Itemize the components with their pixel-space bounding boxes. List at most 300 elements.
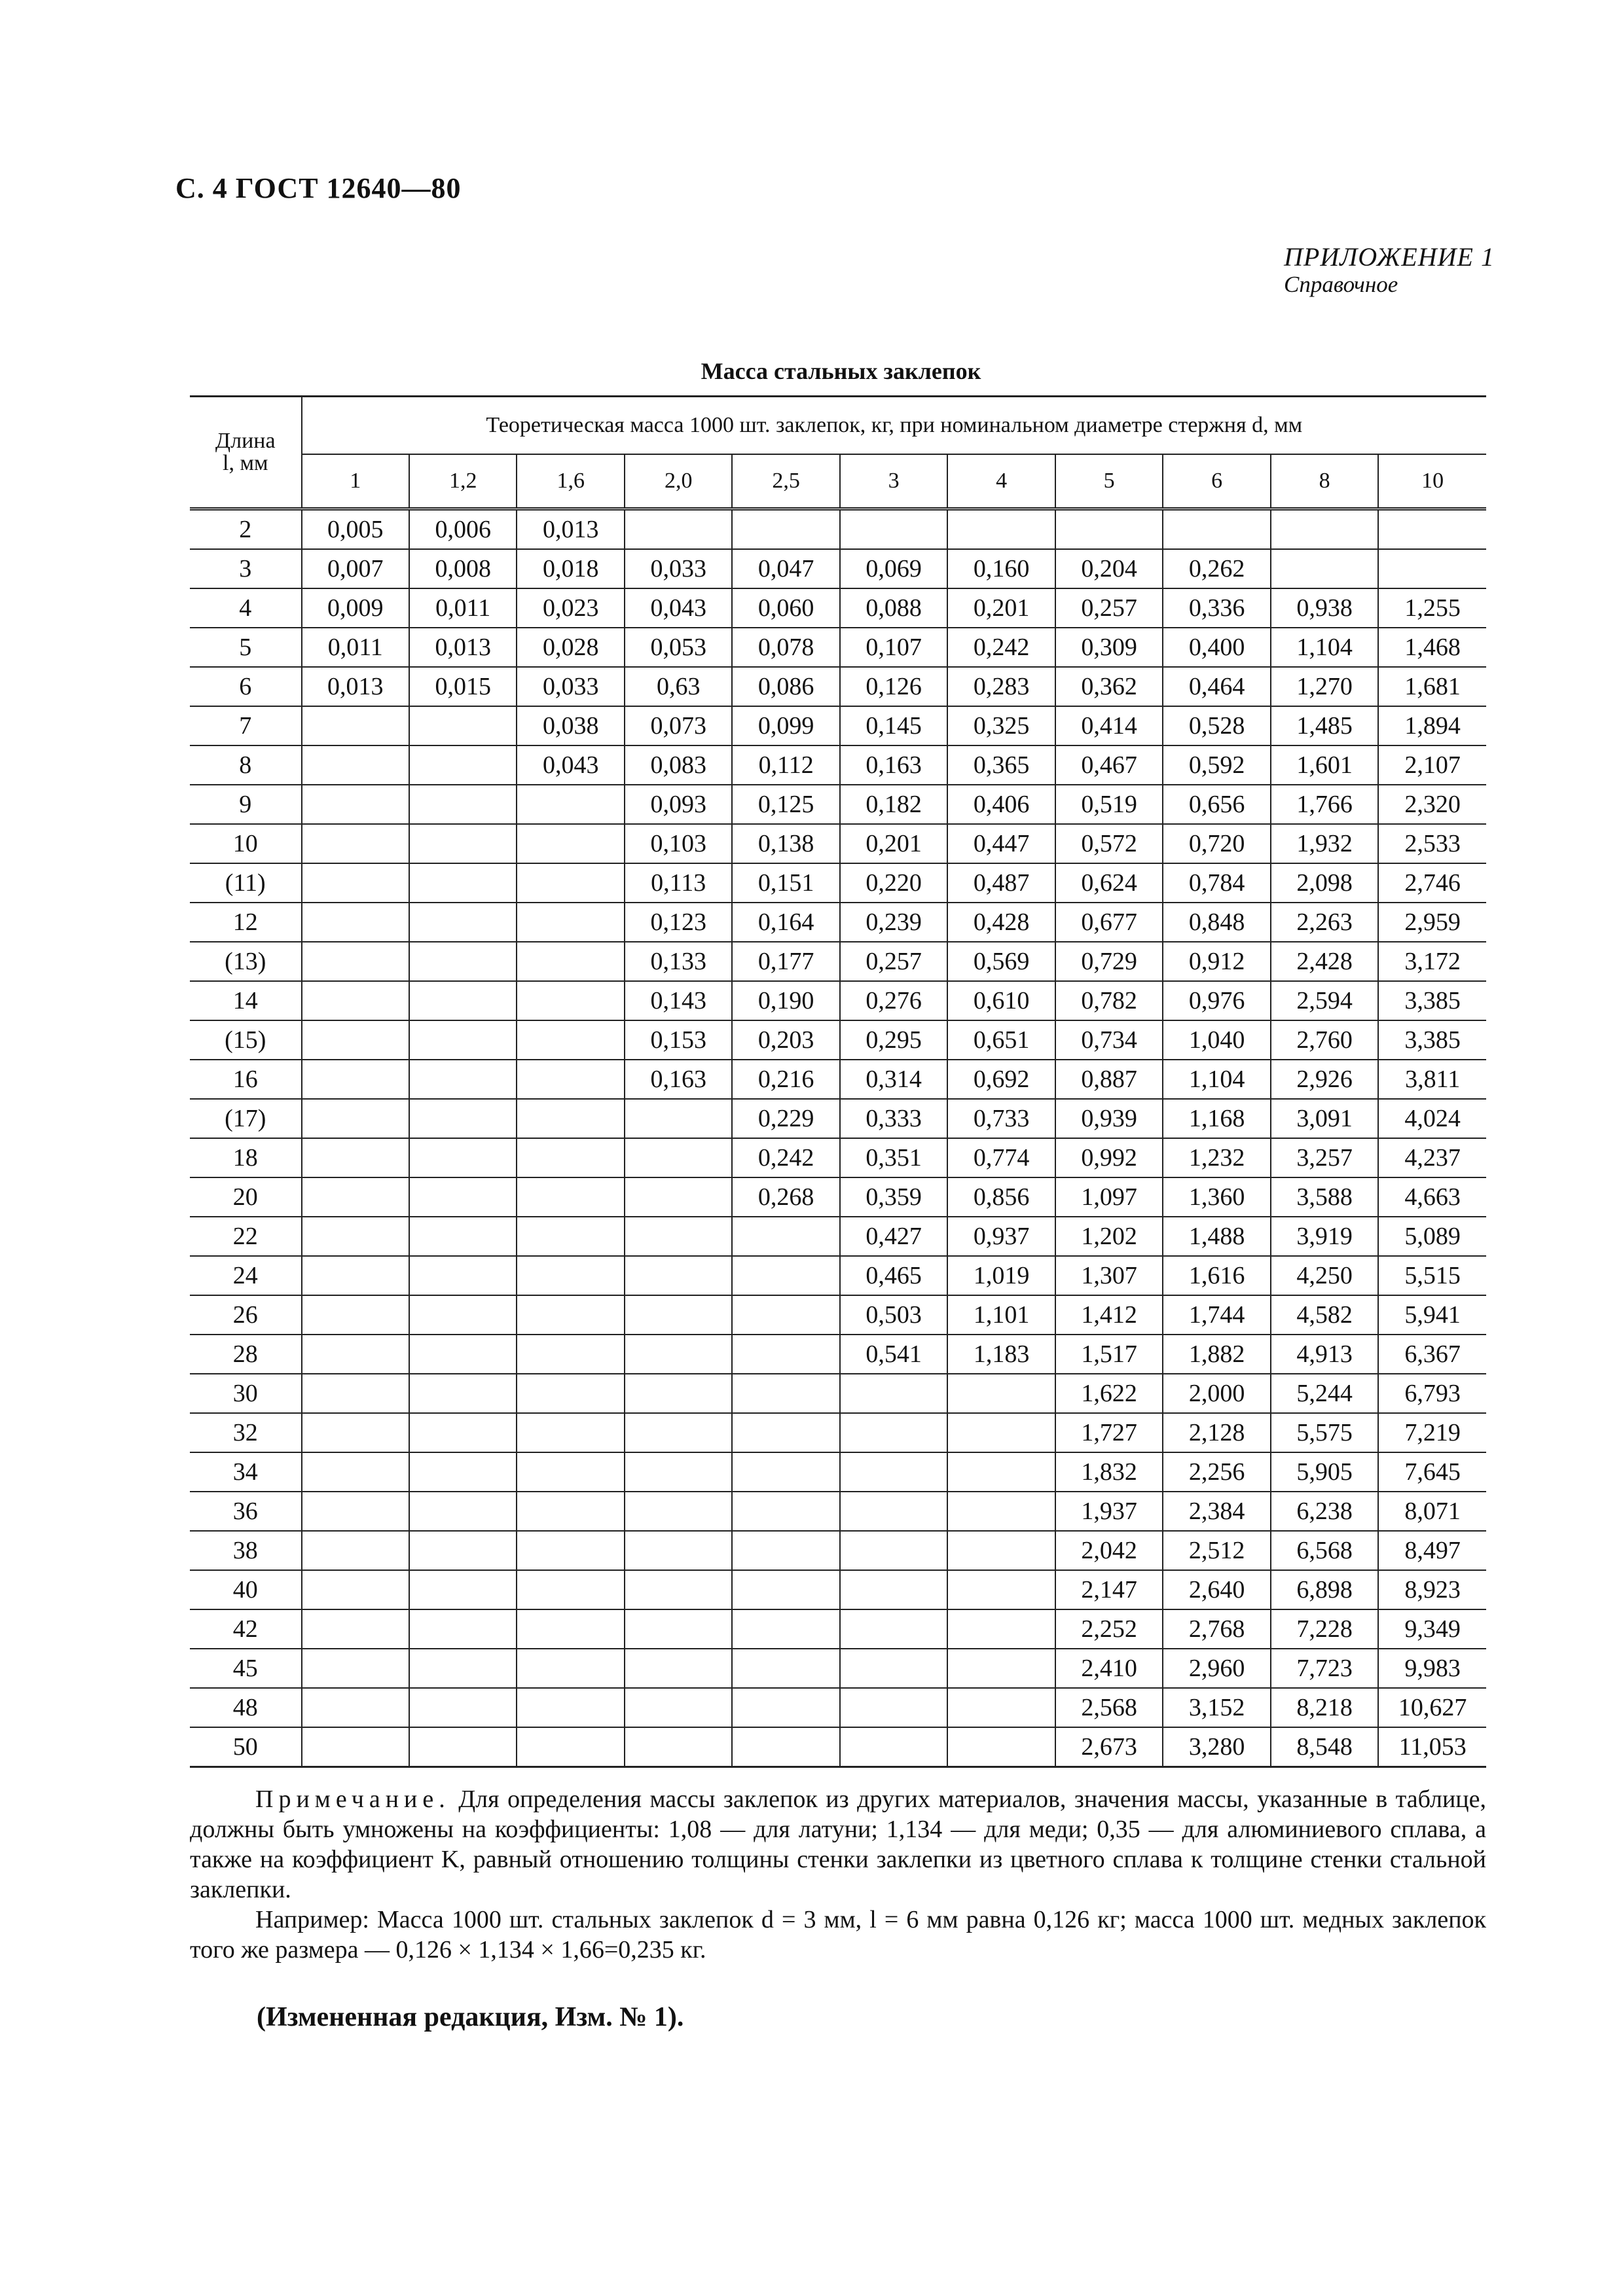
mass-cell (302, 1413, 409, 1452)
mass-cell: 2,147 (1055, 1570, 1163, 1609)
mass-cell (517, 942, 624, 981)
mass-cell (517, 824, 624, 863)
length-cell: (17) (190, 1099, 302, 1138)
mass-cell (732, 1531, 839, 1570)
table-row (190, 1099, 1486, 1138)
mass-cell (732, 1335, 839, 1374)
mass-cell: 0,784 (1163, 863, 1270, 903)
mass-cell (517, 981, 624, 1020)
mass-cell (409, 745, 517, 785)
table-row (190, 1020, 1486, 1060)
mass-cell (625, 1099, 732, 1138)
mass-cell: 5,905 (1271, 1452, 1378, 1492)
table-row (190, 1138, 1486, 1177)
mass-cell: 0,038 (517, 706, 624, 745)
diameter-header-cell: 10 (1378, 454, 1486, 509)
mass-cell: 0,220 (840, 863, 947, 903)
mass-cell: 2,673 (1055, 1727, 1163, 1767)
mass-cell (302, 1217, 409, 1256)
mass-cell (409, 1374, 517, 1413)
length-cell: 6 (190, 667, 302, 706)
mass-cell: 1,485 (1271, 706, 1378, 745)
mass-cell (409, 1295, 517, 1335)
mass-cell: 1,412 (1055, 1295, 1163, 1335)
length-cell: 38 (190, 1531, 302, 1570)
mass-cell: 0,011 (302, 628, 409, 667)
mass-cell: 5,515 (1378, 1256, 1486, 1295)
mass-cell: 0,008 (409, 549, 517, 588)
mass-cell: 0,610 (947, 981, 1055, 1020)
mass-cell (840, 1570, 947, 1609)
table-row (190, 903, 1486, 942)
mass-cell: 0,069 (840, 549, 947, 588)
mass-cell: 0,073 (625, 706, 732, 745)
mass-cell: 0,938 (1271, 588, 1378, 628)
table-row (190, 1452, 1486, 1492)
table-row (190, 1295, 1486, 1335)
mass-cell (517, 863, 624, 903)
mass-cell (517, 1295, 624, 1335)
mass-cell: 0,309 (1055, 628, 1163, 667)
mass-cell: 1,307 (1055, 1256, 1163, 1295)
mass-cell: 4,913 (1271, 1335, 1378, 1374)
table-row (190, 628, 1486, 667)
length-cell: 5 (190, 628, 302, 667)
amendment-note: (Измененная редакция, Изм. № 1). (257, 2002, 684, 2032)
mass-cell: 0,427 (840, 1217, 947, 1256)
diameter-header-cell: 6 (1163, 454, 1270, 509)
mass-cell: 0,113 (625, 863, 732, 903)
mass-cell: 2,746 (1378, 863, 1486, 903)
mass-cell (302, 1020, 409, 1060)
mass-cell: 1,097 (1055, 1177, 1163, 1217)
mass-cell: 1,932 (1271, 824, 1378, 863)
mass-cell (840, 1688, 947, 1727)
mass-cell (409, 1020, 517, 1060)
mass-cell: 0,216 (732, 1060, 839, 1099)
mass-cell: 0,204 (1055, 549, 1163, 588)
mass-cell: 1,360 (1163, 1177, 1270, 1217)
table-row (190, 509, 1486, 550)
mass-cell (302, 1335, 409, 1374)
mass-cell: 0,465 (840, 1256, 947, 1295)
mass-cell: 3,385 (1378, 1020, 1486, 1060)
diameter-header-cell: 2,0 (625, 454, 732, 509)
mass-cell (409, 785, 517, 824)
mass-cell: 9,349 (1378, 1609, 1486, 1649)
diameter-span-header: Теоретическая масса 1000 шт. заклепок, кг, при номинальном диаметре стержня d, мм (302, 397, 1487, 455)
mass-cell (302, 1452, 409, 1492)
mass-cell: 0,151 (732, 863, 839, 903)
mass-cell: 2,512 (1163, 1531, 1270, 1570)
mass-cell (1378, 549, 1486, 588)
mass-cell: 0,276 (840, 981, 947, 1020)
mass-cell (840, 1452, 947, 1492)
mass-cell (517, 1649, 624, 1688)
mass-cell: 0,112 (732, 745, 839, 785)
mass-cell: 1,882 (1163, 1335, 1270, 1374)
mass-cell: 0,359 (840, 1177, 947, 1217)
table-row (190, 981, 1486, 1020)
table-row (190, 1649, 1486, 1688)
mass-cell: 0,033 (517, 667, 624, 706)
mass-cell: 0,624 (1055, 863, 1163, 903)
table-row (190, 1374, 1486, 1413)
mass-cell: 2,263 (1271, 903, 1378, 942)
length-cell: 50 (190, 1727, 302, 1767)
mass-cell: 4,250 (1271, 1256, 1378, 1295)
mass-cell: 0,333 (840, 1099, 947, 1138)
mass-cell: 0,239 (840, 903, 947, 942)
rivet-mass-table (190, 395, 1486, 1768)
mass-cell: 3,919 (1271, 1217, 1378, 1256)
mass-cell: 0,541 (840, 1335, 947, 1374)
length-cell: 22 (190, 1217, 302, 1256)
mass-cell (409, 1177, 517, 1217)
diameter-header-cell: 5 (1055, 454, 1163, 509)
length-cell: (13) (190, 942, 302, 981)
mass-cell (625, 1531, 732, 1570)
mass-cell (840, 1609, 947, 1649)
mass-cell (302, 1295, 409, 1335)
mass-cell (517, 1099, 624, 1138)
mass-cell: 1,727 (1055, 1413, 1163, 1452)
mass-cell: 0,018 (517, 549, 624, 588)
mass-cell: 0,677 (1055, 903, 1163, 942)
mass-cell: 0,351 (840, 1138, 947, 1177)
mass-cell: 0,145 (840, 706, 947, 745)
mass-cell (302, 1099, 409, 1138)
mass-cell: 0,060 (732, 588, 839, 628)
length-cell: 28 (190, 1335, 302, 1374)
mass-cell: 7,219 (1378, 1413, 1486, 1452)
mass-cell (625, 1609, 732, 1649)
length-cell: 32 (190, 1413, 302, 1452)
mass-cell: 0,856 (947, 1177, 1055, 1217)
mass-cell (732, 1609, 839, 1649)
mass-cell (517, 903, 624, 942)
mass-cell (409, 1138, 517, 1177)
mass-cell (409, 1413, 517, 1452)
mass-cell (409, 1452, 517, 1492)
mass-cell (840, 1374, 947, 1413)
mass-cell: 2,252 (1055, 1609, 1163, 1649)
length-cell: 3 (190, 549, 302, 588)
table-title: Масса стальных заклепок (701, 358, 981, 384)
mass-cell: 0,023 (517, 588, 624, 628)
length-header-line1: Длина (215, 429, 276, 453)
mass-cell: 0,467 (1055, 745, 1163, 785)
table-row (190, 1060, 1486, 1099)
mass-cell: 0,143 (625, 981, 732, 1020)
table-row (190, 1492, 1486, 1531)
mass-cell (947, 1649, 1055, 1688)
table-row (190, 785, 1486, 824)
mass-cell: 2,000 (1163, 1374, 1270, 1413)
mass-cell: 2,960 (1163, 1649, 1270, 1688)
mass-cell (302, 1374, 409, 1413)
mass-cell (409, 863, 517, 903)
mass-cell (517, 785, 624, 824)
mass-cell: 1,832 (1055, 1452, 1163, 1492)
mass-cell (840, 1492, 947, 1531)
mass-cell: 0,126 (840, 667, 947, 706)
mass-cell: 0,163 (625, 1060, 732, 1099)
mass-cell: 0,447 (947, 824, 1055, 863)
table-row (190, 1177, 1486, 1217)
mass-cell (409, 1492, 517, 1531)
mass-cell: 5,941 (1378, 1295, 1486, 1335)
mass-cell: 2,107 (1378, 745, 1486, 785)
note-block (190, 1784, 1486, 1965)
mass-cell (947, 1688, 1055, 1727)
mass-cell (732, 1688, 839, 1727)
length-header-line2: l, мм (223, 451, 268, 475)
mass-cell: 0,005 (302, 509, 409, 550)
mass-cell (947, 1609, 1055, 1649)
mass-cell (409, 1060, 517, 1099)
mass-cell (409, 1099, 517, 1138)
mass-cell: 0,125 (732, 785, 839, 824)
table-row (190, 824, 1486, 863)
mass-cell: 1,517 (1055, 1335, 1163, 1374)
mass-cell (302, 1649, 409, 1688)
mass-cell (840, 1649, 947, 1688)
table-row (190, 667, 1486, 706)
diameter-header-cell: 1 (302, 454, 409, 509)
mass-cell: 3,257 (1271, 1138, 1378, 1177)
mass-cell (409, 1256, 517, 1295)
length-cell: 30 (190, 1374, 302, 1413)
mass-cell: 4,024 (1378, 1099, 1486, 1138)
mass-cell (625, 1374, 732, 1413)
mass-cell (1271, 549, 1378, 588)
mass-cell: 0,133 (625, 942, 732, 981)
mass-cell (625, 1138, 732, 1177)
table-row (190, 549, 1486, 588)
mass-cell: 1,622 (1055, 1374, 1163, 1413)
mass-cell (409, 1609, 517, 1649)
mass-cell: 1,183 (947, 1335, 1055, 1374)
mass-cell (517, 1570, 624, 1609)
mass-cell: 0,692 (947, 1060, 1055, 1099)
length-cell: 18 (190, 1138, 302, 1177)
mass-cell: 0,528 (1163, 706, 1270, 745)
length-cell: 9 (190, 785, 302, 824)
mass-cell: 0,939 (1055, 1099, 1163, 1138)
mass-cell: 3,091 (1271, 1099, 1378, 1138)
mass-cell (517, 1177, 624, 1217)
mass-cell (732, 1452, 839, 1492)
mass-cell (947, 1492, 1055, 1531)
note-label: Примечание. (255, 1785, 450, 1813)
mass-cell (517, 1609, 624, 1649)
table-body (190, 509, 1486, 1767)
diameter-header-cell: 3 (840, 454, 947, 509)
length-cell: 16 (190, 1060, 302, 1099)
mass-cell: 0,782 (1055, 981, 1163, 1020)
mass-cell: 2,926 (1271, 1060, 1378, 1099)
length-cell: 2 (190, 509, 302, 550)
mass-cell: 1,101 (947, 1295, 1055, 1335)
mass-cell: 0,257 (840, 942, 947, 981)
mass-cell: 0,519 (1055, 785, 1163, 824)
mass-cell: 0,487 (947, 863, 1055, 903)
mass-cell (625, 1452, 732, 1492)
mass-cell: 0,651 (947, 1020, 1055, 1060)
table-row (190, 1688, 1486, 1727)
mass-cell: 0,325 (947, 706, 1055, 745)
appendix-title: ПРИЛОЖЕНИЕ 1 (1284, 242, 1495, 272)
mass-cell (302, 1060, 409, 1099)
length-cell: 14 (190, 981, 302, 1020)
mass-cell: 1,766 (1271, 785, 1378, 824)
mass-cell: 1,040 (1163, 1020, 1270, 1060)
mass-cell: 0,848 (1163, 903, 1270, 942)
mass-cell: 0,053 (625, 628, 732, 667)
mass-cell (302, 1688, 409, 1727)
mass-cell (625, 1727, 732, 1767)
mass-cell: 0,242 (947, 628, 1055, 667)
mass-cell (302, 1492, 409, 1531)
mass-cell: 0,006 (409, 509, 517, 550)
mass-cell: 5,244 (1271, 1374, 1378, 1413)
table-row (190, 745, 1486, 785)
mass-cell: 2,128 (1163, 1413, 1270, 1452)
mass-cell: 0,201 (947, 588, 1055, 628)
length-cell: 4 (190, 588, 302, 628)
length-cell: 26 (190, 1295, 302, 1335)
mass-cell: 0,163 (840, 745, 947, 785)
mass-cell (517, 1217, 624, 1256)
table-container (190, 395, 1486, 1768)
mass-cell: 0,009 (302, 588, 409, 628)
mass-cell: 0,400 (1163, 628, 1270, 667)
mass-cell (732, 1570, 839, 1609)
mass-cell: 0,123 (625, 903, 732, 942)
mass-cell: 7,228 (1271, 1609, 1378, 1649)
mass-cell: 3,588 (1271, 1177, 1378, 1217)
table-row (190, 1727, 1486, 1767)
mass-cell: 0,720 (1163, 824, 1270, 863)
mass-cell: 0,414 (1055, 706, 1163, 745)
mass-cell (947, 509, 1055, 550)
mass-cell: 0,734 (1055, 1020, 1163, 1060)
mass-cell: 0,992 (1055, 1138, 1163, 1177)
mass-cell (732, 1413, 839, 1452)
mass-cell (302, 745, 409, 785)
mass-cell: 2,042 (1055, 1531, 1163, 1570)
mass-cell (947, 1570, 1055, 1609)
mass-cell (302, 706, 409, 745)
mass-cell (517, 1492, 624, 1531)
mass-cell: 8,218 (1271, 1688, 1378, 1727)
mass-cell: 2,959 (1378, 903, 1486, 942)
table-row (190, 1570, 1486, 1609)
mass-cell (625, 1335, 732, 1374)
mass-cell: 0,043 (517, 745, 624, 785)
mass-cell (409, 706, 517, 745)
mass-cell: 6,238 (1271, 1492, 1378, 1531)
mass-cell: 1,168 (1163, 1099, 1270, 1138)
mass-cell: 1,894 (1378, 706, 1486, 745)
mass-cell (517, 1138, 624, 1177)
mass-cell: 1,937 (1055, 1492, 1163, 1531)
note-paragraph (190, 1784, 1486, 1905)
mass-cell (625, 1649, 732, 1688)
mass-cell: 4,663 (1378, 1177, 1486, 1217)
mass-cell (625, 1570, 732, 1609)
mass-cell (732, 1727, 839, 1767)
mass-cell: 0,283 (947, 667, 1055, 706)
mass-cell: 0,043 (625, 588, 732, 628)
mass-cell (409, 942, 517, 981)
mass-cell (840, 1727, 947, 1767)
mass-cell (409, 1217, 517, 1256)
mass-cell (840, 1413, 947, 1452)
length-cell: 45 (190, 1649, 302, 1688)
mass-cell: 0,656 (1163, 785, 1270, 824)
length-cell: 36 (190, 1492, 302, 1531)
length-column-header (190, 397, 302, 509)
mass-cell (302, 903, 409, 942)
mass-cell: 1,488 (1163, 1217, 1270, 1256)
table-row (190, 1335, 1486, 1374)
mass-cell (517, 1256, 624, 1295)
length-cell: 8 (190, 745, 302, 785)
diameter-header-cell: 1,6 (517, 454, 624, 509)
mass-cell: 0,592 (1163, 745, 1270, 785)
mass-cell (1271, 509, 1378, 550)
mass-cell: 4,237 (1378, 1138, 1486, 1177)
mass-cell (302, 1256, 409, 1295)
mass-cell (840, 1531, 947, 1570)
length-cell: 10 (190, 824, 302, 863)
length-cell: 40 (190, 1570, 302, 1609)
mass-cell: 0,314 (840, 1060, 947, 1099)
mass-cell (625, 1256, 732, 1295)
mass-cell: 1,019 (947, 1256, 1055, 1295)
mass-cell: 0,088 (840, 588, 947, 628)
mass-cell (947, 1374, 1055, 1413)
mass-cell: 0,013 (517, 509, 624, 550)
mass-cell (1378, 509, 1486, 550)
length-cell: 20 (190, 1177, 302, 1217)
mass-cell: 0,406 (947, 785, 1055, 824)
mass-cell (625, 1688, 732, 1727)
mass-cell (517, 1413, 624, 1452)
mass-cell (302, 1138, 409, 1177)
mass-cell: 1,104 (1163, 1060, 1270, 1099)
mass-cell (302, 1531, 409, 1570)
mass-cell: 10,627 (1378, 1688, 1486, 1727)
mass-cell: 0,015 (409, 667, 517, 706)
mass-cell: 0,268 (732, 1177, 839, 1217)
mass-cell: 9,983 (1378, 1649, 1486, 1688)
length-cell: 12 (190, 903, 302, 942)
mass-cell (947, 1452, 1055, 1492)
mass-cell: 0,912 (1163, 942, 1270, 981)
mass-cell (625, 1217, 732, 1256)
mass-cell: 0,503 (840, 1295, 947, 1335)
diameter-header-cell: 2,5 (732, 454, 839, 509)
mass-cell (409, 1570, 517, 1609)
mass-cell: 8,497 (1378, 1531, 1486, 1570)
mass-cell: 0,887 (1055, 1060, 1163, 1099)
mass-cell: 5,089 (1378, 1217, 1486, 1256)
mass-cell (732, 1649, 839, 1688)
mass-cell (302, 942, 409, 981)
